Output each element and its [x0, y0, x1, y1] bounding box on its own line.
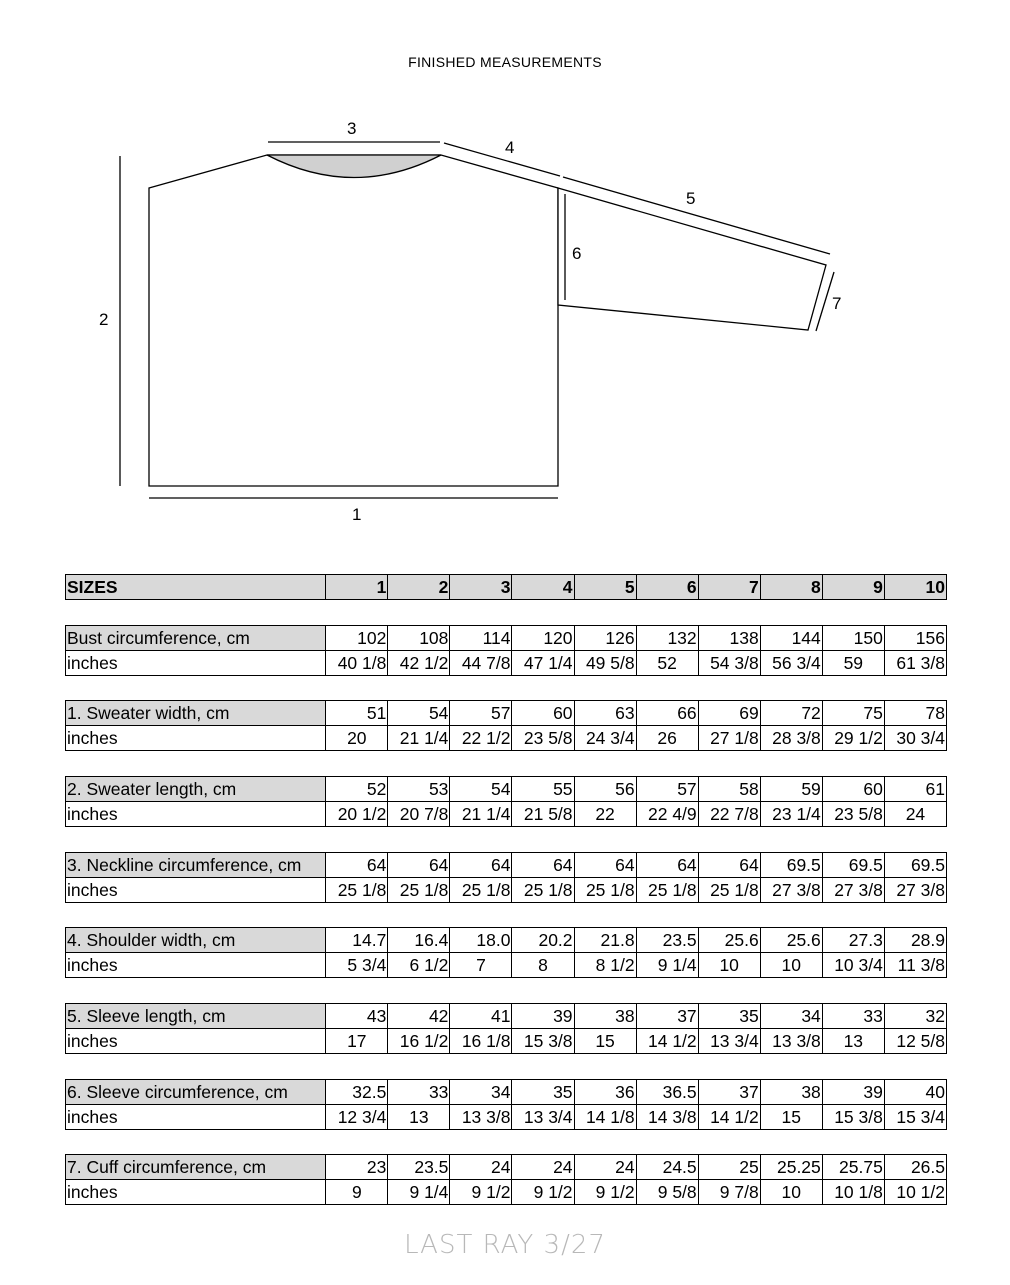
measurement-label: 7. Cuff circumference, cm — [66, 1155, 326, 1180]
sweater-schematic — [0, 0, 1010, 540]
dim-label-6: 6 — [572, 244, 582, 263]
cm-value-cell: 64 — [388, 853, 450, 878]
measurement-label: 1. Sweater width, cm — [66, 701, 326, 726]
cm-value-cell: 40 — [884, 1080, 946, 1105]
inch-value-cell: 49 5/8 — [574, 651, 636, 676]
measurement-group — [65, 700, 947, 751]
inch-value-cell: 21 1/4 — [388, 726, 450, 751]
size-cell: 6 — [636, 575, 698, 600]
cm-value-cell: 58 — [698, 777, 760, 802]
measurement-label: 5. Sleeve length, cm — [66, 1004, 326, 1029]
sizes-row — [66, 575, 947, 600]
cm-value-cell: 43 — [326, 1004, 388, 1029]
inch-value-cell: 15 3/8 — [822, 1105, 884, 1130]
inch-value-cell: 27 3/8 — [884, 878, 946, 903]
inches-label: inches — [66, 802, 326, 827]
measurement-group — [65, 1079, 947, 1130]
inch-value-cell: 25 1/8 — [326, 878, 388, 903]
inch-value-cell: 8 1/2 — [574, 953, 636, 978]
inch-value-cell: 9 1/4 — [388, 1180, 450, 1205]
page-title: FINISHED MEASUREMENTS — [408, 54, 602, 70]
table-row-inches — [66, 953, 947, 978]
inch-value-cell: 24 3/4 — [574, 726, 636, 751]
cm-value-cell: 59 — [760, 777, 822, 802]
cm-value-cell: 144 — [760, 626, 822, 651]
table-row-cm — [66, 777, 947, 802]
inch-value-cell: 42 1/2 — [388, 651, 450, 676]
inch-value-cell: 15 — [760, 1105, 822, 1130]
cm-value-cell: 72 — [760, 701, 822, 726]
inch-value-cell: 10 — [760, 1180, 822, 1205]
cm-value-cell: 25 — [698, 1155, 760, 1180]
cm-value-cell: 78 — [884, 701, 946, 726]
inch-value-cell: 7 — [450, 953, 512, 978]
inch-value-cell: 26 — [636, 726, 698, 751]
cm-value-cell: 36 — [574, 1080, 636, 1105]
inch-value-cell: 27 1/8 — [698, 726, 760, 751]
measurement-label: Bust circumference, cm — [66, 626, 326, 651]
cm-value-cell: 60 — [512, 701, 574, 726]
cm-value-cell: 26.5 — [884, 1155, 946, 1180]
inch-value-cell: 13 3/8 — [450, 1105, 512, 1130]
inch-value-cell: 47 1/4 — [512, 651, 574, 676]
table-row-cm — [66, 626, 947, 651]
inch-value-cell: 52 — [636, 651, 698, 676]
cm-value-cell: 54 — [388, 701, 450, 726]
measurement-group — [65, 1154, 947, 1205]
cm-value-cell: 57 — [636, 777, 698, 802]
measurement-label: 2. Sweater length, cm — [66, 777, 326, 802]
table-row-inches — [66, 1105, 947, 1130]
size-cell: 10 — [884, 575, 946, 600]
size-cell: 2 — [388, 575, 450, 600]
cm-value-cell: 55 — [512, 777, 574, 802]
inch-value-cell: 16 1/8 — [450, 1029, 512, 1054]
inch-value-cell: 20 — [326, 726, 388, 751]
inch-value-cell: 21 5/8 — [512, 802, 574, 827]
inch-value-cell: 14 1/8 — [574, 1105, 636, 1130]
table-row-inches — [66, 651, 947, 676]
cm-value-cell: 138 — [698, 626, 760, 651]
cm-value-cell: 69.5 — [760, 853, 822, 878]
table-row-cm — [66, 1004, 947, 1029]
size-cell: 5 — [574, 575, 636, 600]
inch-value-cell: 23 5/8 — [822, 802, 884, 827]
inch-value-cell: 40 1/8 — [326, 651, 388, 676]
cm-value-cell: 37 — [698, 1080, 760, 1105]
cm-value-cell: 37 — [636, 1004, 698, 1029]
cm-value-cell: 120 — [512, 626, 574, 651]
dim-label-3: 3 — [347, 119, 357, 138]
cm-value-cell: 75 — [822, 701, 884, 726]
cm-value-cell: 33 — [822, 1004, 884, 1029]
cm-value-cell: 41 — [450, 1004, 512, 1029]
cm-value-cell: 52 — [326, 777, 388, 802]
inch-value-cell: 61 3/8 — [884, 651, 946, 676]
inch-value-cell: 9 1/2 — [512, 1180, 574, 1205]
inch-value-cell: 28 3/8 — [760, 726, 822, 751]
inch-value-cell: 25 1/8 — [450, 878, 512, 903]
dim-label-1: 1 — [352, 505, 362, 524]
cm-value-cell: 35 — [512, 1080, 574, 1105]
inch-value-cell: 25 1/8 — [636, 878, 698, 903]
cm-value-cell: 24.5 — [636, 1155, 698, 1180]
inch-value-cell: 56 3/4 — [760, 651, 822, 676]
inch-value-cell: 8 — [512, 953, 574, 978]
dim-label-4: 4 — [505, 138, 515, 157]
cm-value-cell: 28.9 — [884, 928, 946, 953]
measurement-group — [65, 927, 947, 978]
cm-value-cell: 64 — [636, 853, 698, 878]
inch-value-cell: 30 3/4 — [884, 726, 946, 751]
cm-value-cell: 34 — [450, 1080, 512, 1105]
inch-value-cell: 15 3/4 — [884, 1105, 946, 1130]
table-row-inches — [66, 1180, 947, 1205]
cm-value-cell: 23.5 — [636, 928, 698, 953]
cm-value-cell: 25.75 — [822, 1155, 884, 1180]
inch-value-cell: 10 3/4 — [822, 953, 884, 978]
cm-value-cell: 20.2 — [512, 928, 574, 953]
measurement-group — [65, 1003, 947, 1054]
cm-value-cell: 53 — [388, 777, 450, 802]
inch-value-cell: 54 3/8 — [698, 651, 760, 676]
inch-value-cell: 25 1/8 — [698, 878, 760, 903]
cm-value-cell: 64 — [450, 853, 512, 878]
inches-label: inches — [66, 1029, 326, 1054]
inch-value-cell: 23 5/8 — [512, 726, 574, 751]
measurement-label: 6. Sleeve circumference, cm — [66, 1080, 326, 1105]
cm-value-cell: 57 — [450, 701, 512, 726]
cm-value-cell: 69 — [698, 701, 760, 726]
measurement-label: 3. Neckline circumference, cm — [66, 853, 326, 878]
inch-value-cell: 22 4/9 — [636, 802, 698, 827]
cm-value-cell: 32.5 — [326, 1080, 388, 1105]
cm-value-cell: 25.25 — [760, 1155, 822, 1180]
inch-value-cell: 27 3/8 — [822, 878, 884, 903]
inch-value-cell: 16 1/2 — [388, 1029, 450, 1054]
table-row-inches — [66, 878, 947, 903]
inch-value-cell: 14 3/8 — [636, 1105, 698, 1130]
cm-value-cell: 39 — [822, 1080, 884, 1105]
cm-value-cell: 126 — [574, 626, 636, 651]
inch-value-cell: 29 1/2 — [822, 726, 884, 751]
cm-value-cell: 64 — [512, 853, 574, 878]
inch-value-cell: 14 1/2 — [698, 1105, 760, 1130]
inch-value-cell: 17 — [326, 1029, 388, 1054]
inch-value-cell: 22 1/2 — [450, 726, 512, 751]
inch-value-cell: 9 — [326, 1180, 388, 1205]
size-cell: 4 — [512, 575, 574, 600]
inch-value-cell: 20 7/8 — [388, 802, 450, 827]
sizes-label: SIZES — [66, 575, 326, 600]
cm-value-cell: 64 — [326, 853, 388, 878]
table-row-cm — [66, 701, 947, 726]
cm-value-cell: 66 — [636, 701, 698, 726]
inch-value-cell: 25 1/8 — [388, 878, 450, 903]
measurement-group — [65, 776, 947, 827]
cm-value-cell: 51 — [326, 701, 388, 726]
table-row-inches — [66, 1029, 947, 1054]
cm-value-cell: 24 — [450, 1155, 512, 1180]
inch-value-cell: 9 7/8 — [698, 1180, 760, 1205]
cm-value-cell: 25.6 — [698, 928, 760, 953]
inch-value-cell: 12 5/8 — [884, 1029, 946, 1054]
sweater-body-outline — [149, 155, 558, 486]
measurement-group — [65, 625, 947, 676]
cm-value-cell: 156 — [884, 626, 946, 651]
table-row-inches — [66, 802, 947, 827]
table-row-cm — [66, 1155, 947, 1180]
cm-value-cell: 69.5 — [822, 853, 884, 878]
cm-value-cell: 14.7 — [326, 928, 388, 953]
cm-value-cell: 56 — [574, 777, 636, 802]
cm-value-cell: 35 — [698, 1004, 760, 1029]
dim-label-2: 2 — [99, 310, 109, 329]
cm-value-cell: 21.8 — [574, 928, 636, 953]
inches-label: inches — [66, 878, 326, 903]
table-row-cm — [66, 928, 947, 953]
inch-value-cell: 20 1/2 — [326, 802, 388, 827]
inch-value-cell: 6 1/2 — [388, 953, 450, 978]
cm-value-cell: 23.5 — [388, 1155, 450, 1180]
inch-value-cell: 15 — [574, 1029, 636, 1054]
inch-value-cell: 9 1/2 — [450, 1180, 512, 1205]
inch-value-cell: 24 — [884, 802, 946, 827]
cm-value-cell: 61 — [884, 777, 946, 802]
size-cell: 3 — [450, 575, 512, 600]
measurement-group — [65, 852, 947, 903]
cm-value-cell: 32 — [884, 1004, 946, 1029]
inch-value-cell: 13 3/8 — [760, 1029, 822, 1054]
inches-label: inches — [66, 953, 326, 978]
inch-value-cell: 10 — [760, 953, 822, 978]
cm-value-cell: 54 — [450, 777, 512, 802]
cm-value-cell: 64 — [574, 853, 636, 878]
inch-value-cell: 59 — [822, 651, 884, 676]
sizes-table — [65, 574, 947, 600]
cm-value-cell: 39 — [512, 1004, 574, 1029]
cm-value-cell: 25.6 — [760, 928, 822, 953]
inch-value-cell: 12 3/4 — [326, 1105, 388, 1130]
inch-value-cell: 11 3/8 — [884, 953, 946, 978]
table-row-cm — [66, 1080, 947, 1105]
cm-value-cell: 60 — [822, 777, 884, 802]
inch-value-cell: 22 — [574, 802, 636, 827]
cm-value-cell: 42 — [388, 1004, 450, 1029]
inch-value-cell: 10 — [698, 953, 760, 978]
sleeve-outline — [558, 188, 826, 330]
cm-value-cell: 33 — [388, 1080, 450, 1105]
cm-value-cell: 150 — [822, 626, 884, 651]
inch-value-cell: 9 1/2 — [574, 1180, 636, 1205]
cm-value-cell: 64 — [698, 853, 760, 878]
inch-value-cell: 10 1/2 — [884, 1180, 946, 1205]
inch-value-cell: 13 — [822, 1029, 884, 1054]
inches-label: inches — [66, 651, 326, 676]
cm-value-cell: 38 — [574, 1004, 636, 1029]
inch-value-cell: 44 7/8 — [450, 651, 512, 676]
cm-value-cell: 34 — [760, 1004, 822, 1029]
footer-page-label: LAST RAY 3/27 — [404, 1230, 606, 1260]
cm-value-cell: 24 — [512, 1155, 574, 1180]
cm-value-cell: 114 — [450, 626, 512, 651]
cm-value-cell: 132 — [636, 626, 698, 651]
size-cell: 1 — [326, 575, 388, 600]
cm-value-cell: 27.3 — [822, 928, 884, 953]
cm-value-cell: 23 — [326, 1155, 388, 1180]
inch-value-cell: 23 1/4 — [760, 802, 822, 827]
inch-value-cell: 15 3/8 — [512, 1029, 574, 1054]
inch-value-cell: 25 1/8 — [512, 878, 574, 903]
cm-value-cell: 69.5 — [884, 853, 946, 878]
inch-value-cell: 13 3/4 — [698, 1029, 760, 1054]
dim-label-7: 7 — [832, 294, 842, 313]
inches-label: inches — [66, 1105, 326, 1130]
inch-value-cell: 22 7/8 — [698, 802, 760, 827]
cm-value-cell: 36.5 — [636, 1080, 698, 1105]
cm-value-cell: 24 — [574, 1155, 636, 1180]
inches-label: inches — [66, 1180, 326, 1205]
inches-label: inches — [66, 726, 326, 751]
size-cell: 9 — [822, 575, 884, 600]
inch-value-cell: 5 3/4 — [326, 953, 388, 978]
table-row-cm — [66, 853, 947, 878]
size-cell: 8 — [760, 575, 822, 600]
cm-value-cell: 108 — [388, 626, 450, 651]
measurement-label: 4. Shoulder width, cm — [66, 928, 326, 953]
inch-value-cell: 9 1/4 — [636, 953, 698, 978]
inch-value-cell: 21 1/4 — [450, 802, 512, 827]
cm-value-cell: 38 — [760, 1080, 822, 1105]
inch-value-cell: 14 1/2 — [636, 1029, 698, 1054]
inch-value-cell: 27 3/8 — [760, 878, 822, 903]
inch-value-cell: 25 1/8 — [574, 878, 636, 903]
dim-label-5: 5 — [686, 189, 696, 208]
cm-value-cell: 18.0 — [450, 928, 512, 953]
inch-value-cell: 13 — [388, 1105, 450, 1130]
inch-value-cell: 10 1/8 — [822, 1180, 884, 1205]
table-row-inches — [66, 726, 947, 751]
size-cell: 7 — [698, 575, 760, 600]
cm-value-cell: 102 — [326, 626, 388, 651]
cm-value-cell: 16.4 — [388, 928, 450, 953]
inch-value-cell: 13 3/4 — [512, 1105, 574, 1130]
cm-value-cell: 63 — [574, 701, 636, 726]
inch-value-cell: 9 5/8 — [636, 1180, 698, 1205]
